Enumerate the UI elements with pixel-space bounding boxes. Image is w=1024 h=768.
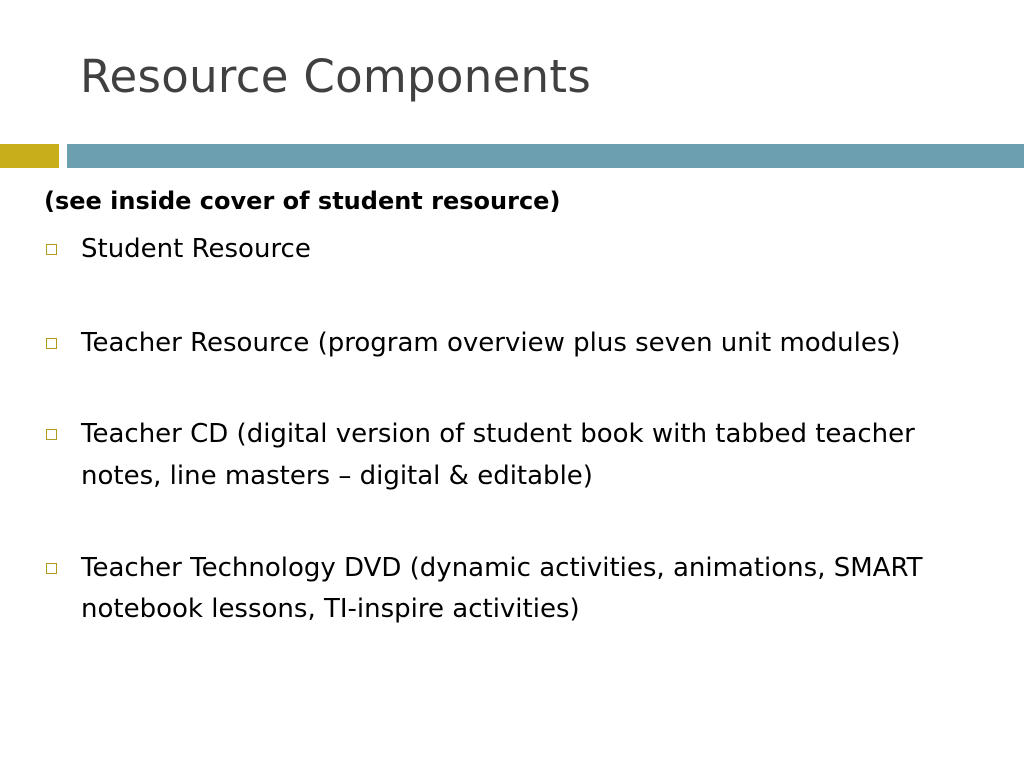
subheading: (see inside cover of student resource) bbox=[44, 187, 561, 215]
hollow-square-icon bbox=[46, 563, 57, 574]
accent-bar-left bbox=[0, 144, 59, 168]
list-item bbox=[44, 414, 984, 497]
bullet-text: Teacher CD (digital version of student book with tabbed teacher notes, line masters – digital & editable) bbox=[81, 419, 915, 491]
list-item bbox=[44, 323, 984, 365]
bullet-text: Teacher Resource (program overview plus seven unit modules) bbox=[81, 327, 901, 358]
hollow-square-icon bbox=[46, 244, 57, 255]
bullet-text: Student Resource bbox=[81, 234, 311, 265]
list-item bbox=[44, 548, 984, 631]
slide-content bbox=[44, 186, 984, 681]
list-item bbox=[44, 229, 984, 271]
accent-bar-right bbox=[67, 144, 1024, 168]
slide-title: Resource Components bbox=[80, 50, 592, 103]
bullet-list bbox=[44, 229, 984, 631]
hollow-square-icon bbox=[46, 429, 57, 440]
hollow-square-icon bbox=[46, 338, 57, 349]
bullet-text: Teacher Technology DVD (dynamic activities, animations, SMART notebook lessons, TI-inspire activities) bbox=[81, 552, 923, 625]
